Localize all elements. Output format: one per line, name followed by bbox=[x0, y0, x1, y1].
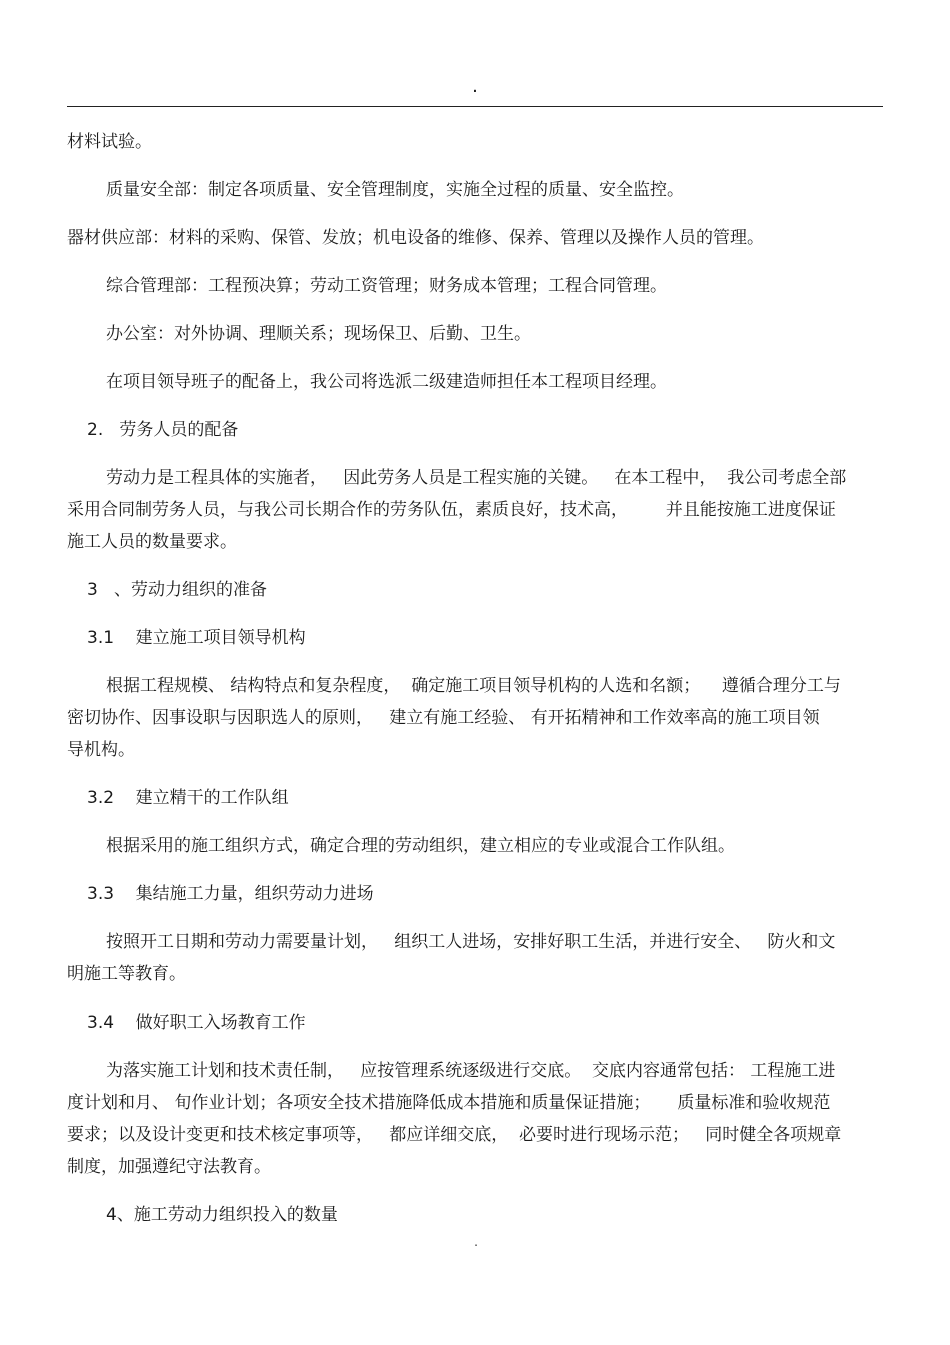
section-heading: 3 、劳动力组织的准备 bbox=[87, 580, 268, 600]
text-line: 在项目领导班子的配备上，我公司将选派二级建造师担任本工程项目经理。 bbox=[106, 372, 667, 392]
text-line: 根据采用的施工组织方式，确定合理的劳动组织，建立相应的专业或混合工作队组。 bbox=[106, 836, 735, 856]
subsection-heading: 3.3 集结施工力量，组织劳动力进场 bbox=[87, 884, 374, 904]
text-line: 劳动力是工程具体的实施者， 因此劳务人员是工程实施的关键。 在本工程中， 我公司考虑全部 bbox=[106, 468, 847, 488]
header-mark: . bbox=[472, 76, 478, 97]
text-line: 为落实施工计划和技术责任制， 应按管理系统逐级进行交底。 交底内容通常包括： 工程施工进 bbox=[106, 1061, 836, 1081]
text-line: 根据工程规模、 结构特点和复杂程度， 确定施工项目领导机构的人选和名额； 遵循合理分工与 bbox=[106, 676, 841, 696]
text-line: 办公室：对外协调、理顺关系；现场保卫、后勤、卫生。 bbox=[106, 324, 531, 344]
subsection-heading: 3.1 建立施工项目领导机构 bbox=[87, 628, 306, 648]
header-rule bbox=[67, 106, 883, 107]
text-line: 导机构。 bbox=[67, 740, 135, 760]
subsection-heading: 3.2 建立精干的工作队组 bbox=[87, 788, 289, 808]
text-line: 按照开工日期和劳动力需要量计划， 组织工人进场，安排好职工生活，并进行安全、 防火和文 bbox=[106, 932, 836, 952]
footer-mark: . bbox=[474, 1235, 478, 1249]
text-line: 明施工等教育。 bbox=[67, 964, 186, 984]
text-line: 施工人员的数量要求。 bbox=[67, 532, 237, 552]
section-heading: 2. 劳务人员的配备 bbox=[87, 420, 239, 440]
text-line: 采用合同制劳务人员，与我公司长期合作的劳务队伍，素质良好，技术高， 并且能按施工进度保证 bbox=[67, 500, 836, 520]
text-line: 密切协作、因事设职与因职选人的原则， 建立有施工经验、 有开拓精神和工作效率高的施工项目领 bbox=[67, 708, 820, 728]
text-line: 器材供应部：材料的采购、保管、发放；机电设备的维修、保养、管理以及操作人员的管理。 bbox=[67, 228, 764, 248]
subsection-heading: 3.4 做好职工入场教育工作 bbox=[87, 1013, 306, 1033]
text-line: 要求；以及设计变更和技术核定事项等， 都应详细交底， 必要时进行现场示范； 同时健全各项规章 bbox=[67, 1125, 842, 1145]
text-line: 材料试验。 bbox=[67, 132, 152, 152]
text-line: 综合管理部：工程预决算；劳动工资管理；财务成本管理；工程合同管理。 bbox=[106, 276, 667, 296]
text-line: 度计划和月、 旬作业计划；各项安全技术措施降低成本措施和质量保证措施； 质量标准和验收规范 bbox=[67, 1093, 831, 1113]
section-heading: 4、施工劳动力组织投入的数量 bbox=[106, 1205, 338, 1225]
text-line: 制度，加强遵纪守法教育。 bbox=[67, 1157, 271, 1177]
text-line: 质量安全部：制定各项质量、安全管理制度，实施全过程的质量、安全监控。 bbox=[106, 180, 684, 200]
